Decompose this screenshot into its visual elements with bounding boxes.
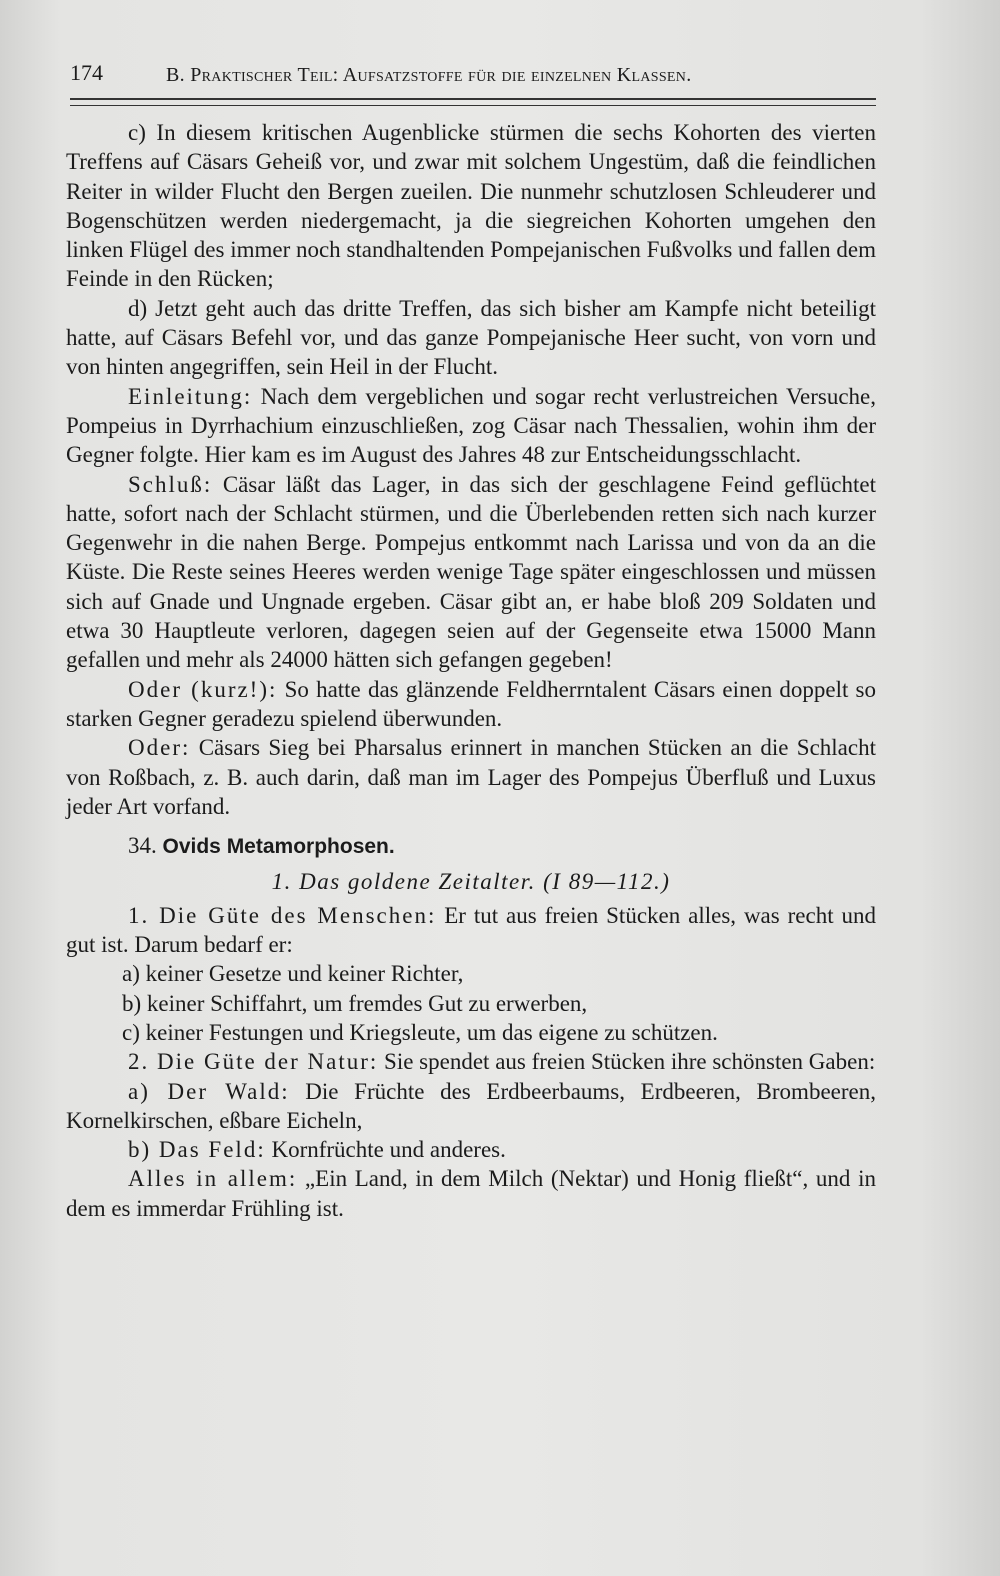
paragraph-d: d) Jetzt geht auch das dritte Treffen, das sich bisher am Kampfe nicht beteiligt hatte, auf Cäsars Befehl vor, und das ganze Pompejanische Heer sucht, von vorn und von hinten angegriffen, sein Heil in der Flucht. [66, 295, 876, 380]
outline-summary [66, 1164, 876, 1223]
paragraph-schluss [66, 470, 876, 675]
einleitung-text: Nach dem vergeblichen und sogar recht verlustreichen Versuche, Pompeius in Dyrrhachium einzuschließen, zog Cäsar nach Thessalien, wohin ihm der Gegner folgte. Hier kam es im August des Jahres 48 zur Entscheidungsschlacht. [66, 383, 876, 468]
outline-item-a2-label: a) Der Wald: [128, 1078, 290, 1104]
outline-item-a1: a) keiner Gesetze und keiner Richter, [122, 961, 464, 987]
outline-summary-label: Alles in allem: [128, 1166, 298, 1192]
header-rule [70, 98, 876, 106]
oder-label: Oder: [128, 735, 191, 761]
oder-kurz-text: So hatte das glänzende Feldherrntalent Cäsars einen doppelt so starken Gegner geradezu spielend überwunden. [66, 676, 876, 731]
oder-kurz-label: Oder (kurz!): [128, 676, 278, 702]
page-body [66, 118, 876, 1223]
paragraph-oder-kurz [66, 675, 876, 734]
section-title: Ovids Metamorphosen. [162, 835, 395, 859]
outline-point-1-text: Er tut aus freien Stücken alles, was recht und gut ist. Darum bedarf er: [66, 902, 876, 958]
outline-point-2-text: Sie spendet aus freien Stücken ihre schönsten Gaben: [378, 1049, 876, 1075]
outline-point-2-label: 2. Die Güte der Natur: [128, 1049, 379, 1075]
einleitung-label: Einleitung: [128, 383, 253, 409]
section-heading [66, 831, 876, 861]
outline-item-b2 [66, 1135, 876, 1164]
outline-item-a2-text: Die Früchte des Erdbeerbaums, Erdbeeren, Brombeeren, Kornelkirschen, eßbare Eicheln, [66, 1078, 876, 1133]
section-number: 34. [128, 833, 157, 859]
paragraph-oder [66, 733, 876, 821]
outline-point-1-label: 1. Die Güte des Menschen: [128, 902, 437, 928]
outline-point-1 [66, 901, 876, 960]
schluss-label: Schluß: [128, 471, 213, 497]
outline-item-c1: c) keiner Festungen und Kriegsleute, um das eigene zu schützen. [122, 1019, 718, 1045]
outline-item-a2 [66, 1077, 876, 1136]
subheading: 1. Das goldene Zeitalter. (I 89—112.) [271, 869, 671, 895]
outline-item-b2-label: b) Das Feld: [128, 1137, 266, 1163]
outline-item-b1: b) keiner Schiffahrt, um fremdes Gut zu erwerben, [122, 990, 588, 1016]
page-number: 174 [70, 60, 103, 85]
paragraph-einleitung [66, 382, 876, 470]
running-title: B. Praktischer Teil: Aufsatzstoffe für die einzelnen Klassen. [166, 64, 692, 86]
outline-point-2 [66, 1047, 876, 1076]
schluss-text: Cäsar läßt das Lager, in das sich der geschlagene Feind geflüchtet hatte, sofort nach der Schlacht stürmen, und die Überlebenden retten sich nach kurzer Gegenwehr in die nahen Berge. Pompejus entkommt nach Larissa und von da an die Küste. Die Reste seines Heeres werden wenige Tage später eingeschlossen und müssen sich auf Gnade und Ungnade ergeben. Cäsar gibt an, er habe bloß 209 Soldaten und etwa 30 Hauptleute verloren, dagegen seien auf der Gegenseite etwa 15000 Mann gefallen und mehr als 24000 hätten sich gefangen gegeben! [66, 471, 876, 673]
paragraph-c: c) In diesem kritischen Augenblicke stürmen die sechs Kohorten des vierten Treffens auf Cäsars Geheiß vor, und zwar mit solchem Ungestüm, daß die feindlichen Reiter in wilder Flucht den Bergen zueilen. Die nunmehr schutzlosen Schleuderer und Bogenschützen werden niedergemacht, ja die siegreichen Kohorten umgehen den linken Flügel des immer noch standhaltenden Pompejanischen Fußvolks und fallen dem Feinde in den Rücken; [66, 120, 876, 292]
outline-summary-text: „Ein Land, in dem Milch (Nektar) und Honig fließt“, und in dem es immerdar Frühling ist. [66, 1166, 876, 1221]
outline-item-b2-text: Kornfrüchte und anderes. [265, 1137, 506, 1163]
oder-text: Cäsars Sieg bei Pharsalus erinnert in manchen Stücken an die Schlacht von Roßbach, z. B. auch darin, daß man im Lager des Pompejus Überfluß und Luxus jeder Art vorfand. [66, 735, 876, 819]
